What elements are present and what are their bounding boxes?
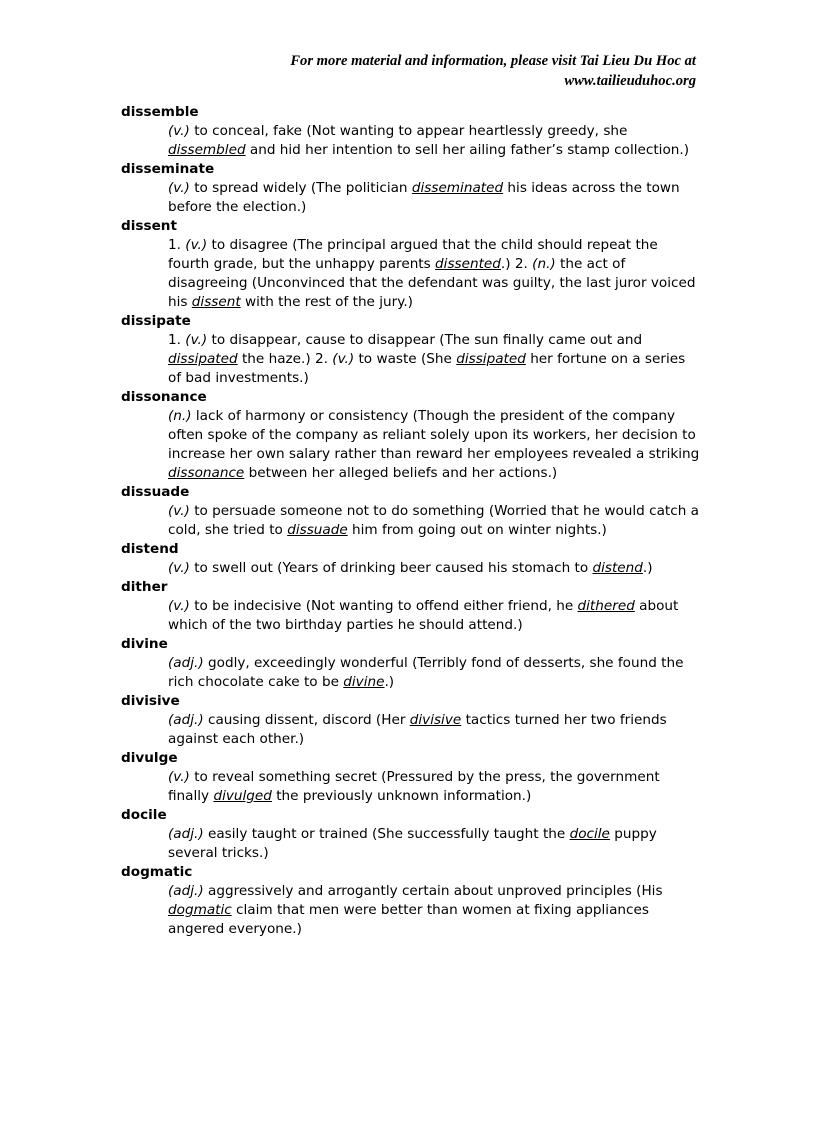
definition-text: .) 2. <box>500 256 533 272</box>
vocab-definition <box>168 122 701 160</box>
definition-text: puppy several tricks.) <box>168 826 657 861</box>
vocab-definition <box>168 711 701 749</box>
definition-text: .) <box>642 560 653 576</box>
definition-text: the act of disagreeing (Unconvinced that the defendant was guilty, the last juror voiced his <box>168 256 696 310</box>
definition-text: the previously unknown information.) <box>271 788 532 804</box>
definition-text: to be indecisive (Not wanting to offend either friend, he <box>189 598 578 614</box>
example-word: docile <box>569 826 610 842</box>
definition-text: to swell out (Years of drinking beer caused his stomach to <box>189 560 593 576</box>
vocab-entry <box>121 806 701 863</box>
definition-text: to waste (She <box>354 351 457 367</box>
vocab-term: distend <box>121 541 179 557</box>
part-of-speech: (v.) <box>168 598 190 614</box>
definition-text: claim that men were better than women at fixing appliances angered everyone.) <box>168 902 649 937</box>
definition-text: tactics turned her two friends against each other.) <box>168 712 667 747</box>
definition-text: 1. <box>168 237 186 253</box>
example-word: dissent <box>191 294 241 310</box>
part-of-speech: (adj.) <box>168 826 204 842</box>
definition-text: between her alleged beliefs and her actions.) <box>244 465 558 481</box>
vocab-entry <box>121 863 701 939</box>
vocab-entry <box>121 692 701 749</box>
definition-text: him from going out on winter nights.) <box>347 522 607 538</box>
example-word: dogmatic <box>168 902 232 918</box>
vocab-definition <box>168 179 701 217</box>
vocab-definition <box>168 502 701 540</box>
example-word: dissented <box>435 256 501 272</box>
vocab-entry <box>121 388 701 483</box>
example-word: dithered <box>577 598 635 614</box>
definition-text: .) <box>384 674 395 690</box>
definition-text: to persuade someone not to do something (Worried that he would catch a cold, she tried to <box>168 503 699 538</box>
example-word: divisive <box>409 712 462 728</box>
vocab-term: divulge <box>121 750 178 766</box>
vocab-entry <box>121 540 701 578</box>
definition-text: his ideas across the town before the election.) <box>168 180 680 215</box>
vocab-entry <box>121 312 701 388</box>
vocab-definition <box>168 407 701 483</box>
vocab-entry <box>121 635 701 692</box>
definition-text: aggressively and arrogantly certain about unproved principles (His <box>203 883 663 899</box>
part-of-speech: (v.) <box>168 560 190 576</box>
vocab-definition <box>168 559 701 578</box>
definition-text: lack of harmony or consistency (Though the president of the company often spoke of the company as reliant solely upon its workers, her decision to increase her own salary rather than reward her employees revealed a striking <box>168 408 700 462</box>
part-of-speech: (adj.) <box>168 883 204 899</box>
definition-text: about which of the two birthday parties he should attend.) <box>168 598 679 633</box>
vocab-term: dissent <box>121 218 177 234</box>
part-of-speech: (v.) <box>185 237 208 253</box>
definition-text: causing dissent, discord (Her <box>203 712 410 728</box>
vocab-entry <box>121 578 701 635</box>
part-of-speech: (n.) <box>168 408 192 424</box>
part-of-speech: (v.) <box>185 332 208 348</box>
example-word: dissembled <box>168 142 246 158</box>
vocab-entry <box>121 483 701 540</box>
definition-text: the haze.) 2. <box>237 351 333 367</box>
part-of-speech: (v.) <box>168 503 190 519</box>
vocab-term: docile <box>121 807 167 823</box>
example-word: divine <box>343 674 385 690</box>
example-word: dissuade <box>287 522 348 538</box>
vocab-term: divine <box>121 636 168 652</box>
example-word: dissipated <box>168 351 238 367</box>
example-word: distend <box>592 560 643 576</box>
header-line-1: For more material and information, please visit Tai Lieu Du Hoc at <box>290 53 696 69</box>
example-word: dissonance <box>168 465 245 481</box>
vocab-definition <box>168 768 701 806</box>
definition-text: to spread widely (The politician <box>189 180 412 196</box>
vocab-term: dogmatic <box>121 864 193 880</box>
vocab-term: divisive <box>121 693 180 709</box>
part-of-speech: (v.) <box>168 769 190 785</box>
page-header <box>136 51 696 91</box>
definition-text: to reveal something secret (Pressured by the press, the government finally <box>168 769 660 804</box>
vocab-definition <box>168 331 701 388</box>
part-of-speech: (v.) <box>168 180 190 196</box>
vocab-definition <box>168 882 701 939</box>
vocab-term: dissemble <box>121 104 199 120</box>
definition-text: godly, exceedingly wonderful (Terribly fond of desserts, she found the rich chocolate cake to be <box>168 655 684 690</box>
example-word: divulged <box>213 788 272 804</box>
definition-text: and hid her intention to sell her ailing father’s stamp collection.) <box>245 142 690 158</box>
header-website: www.tailieuduhoc.org <box>564 73 696 89</box>
vocab-definition <box>168 597 701 635</box>
definition-text: her fortune on a series of bad investments.) <box>168 351 686 386</box>
vocab-term: disseminate <box>121 161 215 177</box>
part-of-speech: (v.) <box>332 351 355 367</box>
part-of-speech: (n.) <box>532 256 556 272</box>
vocab-term: dissipate <box>121 313 191 329</box>
vocab-definition <box>168 825 701 863</box>
vocab-entry <box>121 103 701 160</box>
vocabulary-list <box>121 103 701 939</box>
vocab-entry <box>121 160 701 217</box>
vocab-term: dissonance <box>121 389 207 405</box>
vocab-entry <box>121 749 701 806</box>
vocab-term: dissuade <box>121 484 190 500</box>
vocab-entry <box>121 217 701 312</box>
definition-text: 1. <box>168 332 186 348</box>
part-of-speech: (v.) <box>168 123 190 139</box>
part-of-speech: (adj.) <box>168 655 204 671</box>
definition-text: to disappear, cause to disappear (The sun finally came out and <box>207 332 643 348</box>
definition-text: easily taught or trained (She successfully taught the <box>203 826 570 842</box>
example-word: disseminated <box>411 180 504 196</box>
vocab-term: dither <box>121 579 168 595</box>
definition-text: to conceal, fake (Not wanting to appear heartlessly greedy, she <box>189 123 628 139</box>
part-of-speech: (adj.) <box>168 712 204 728</box>
example-word: dissipated <box>456 351 526 367</box>
definition-text: to disagree (The principal argued that the child should repeat the fourth grade, but the unhappy parents <box>168 237 658 272</box>
definition-text: with the rest of the jury.) <box>240 294 413 310</box>
vocab-definition <box>168 654 701 692</box>
vocab-definition <box>168 236 701 312</box>
